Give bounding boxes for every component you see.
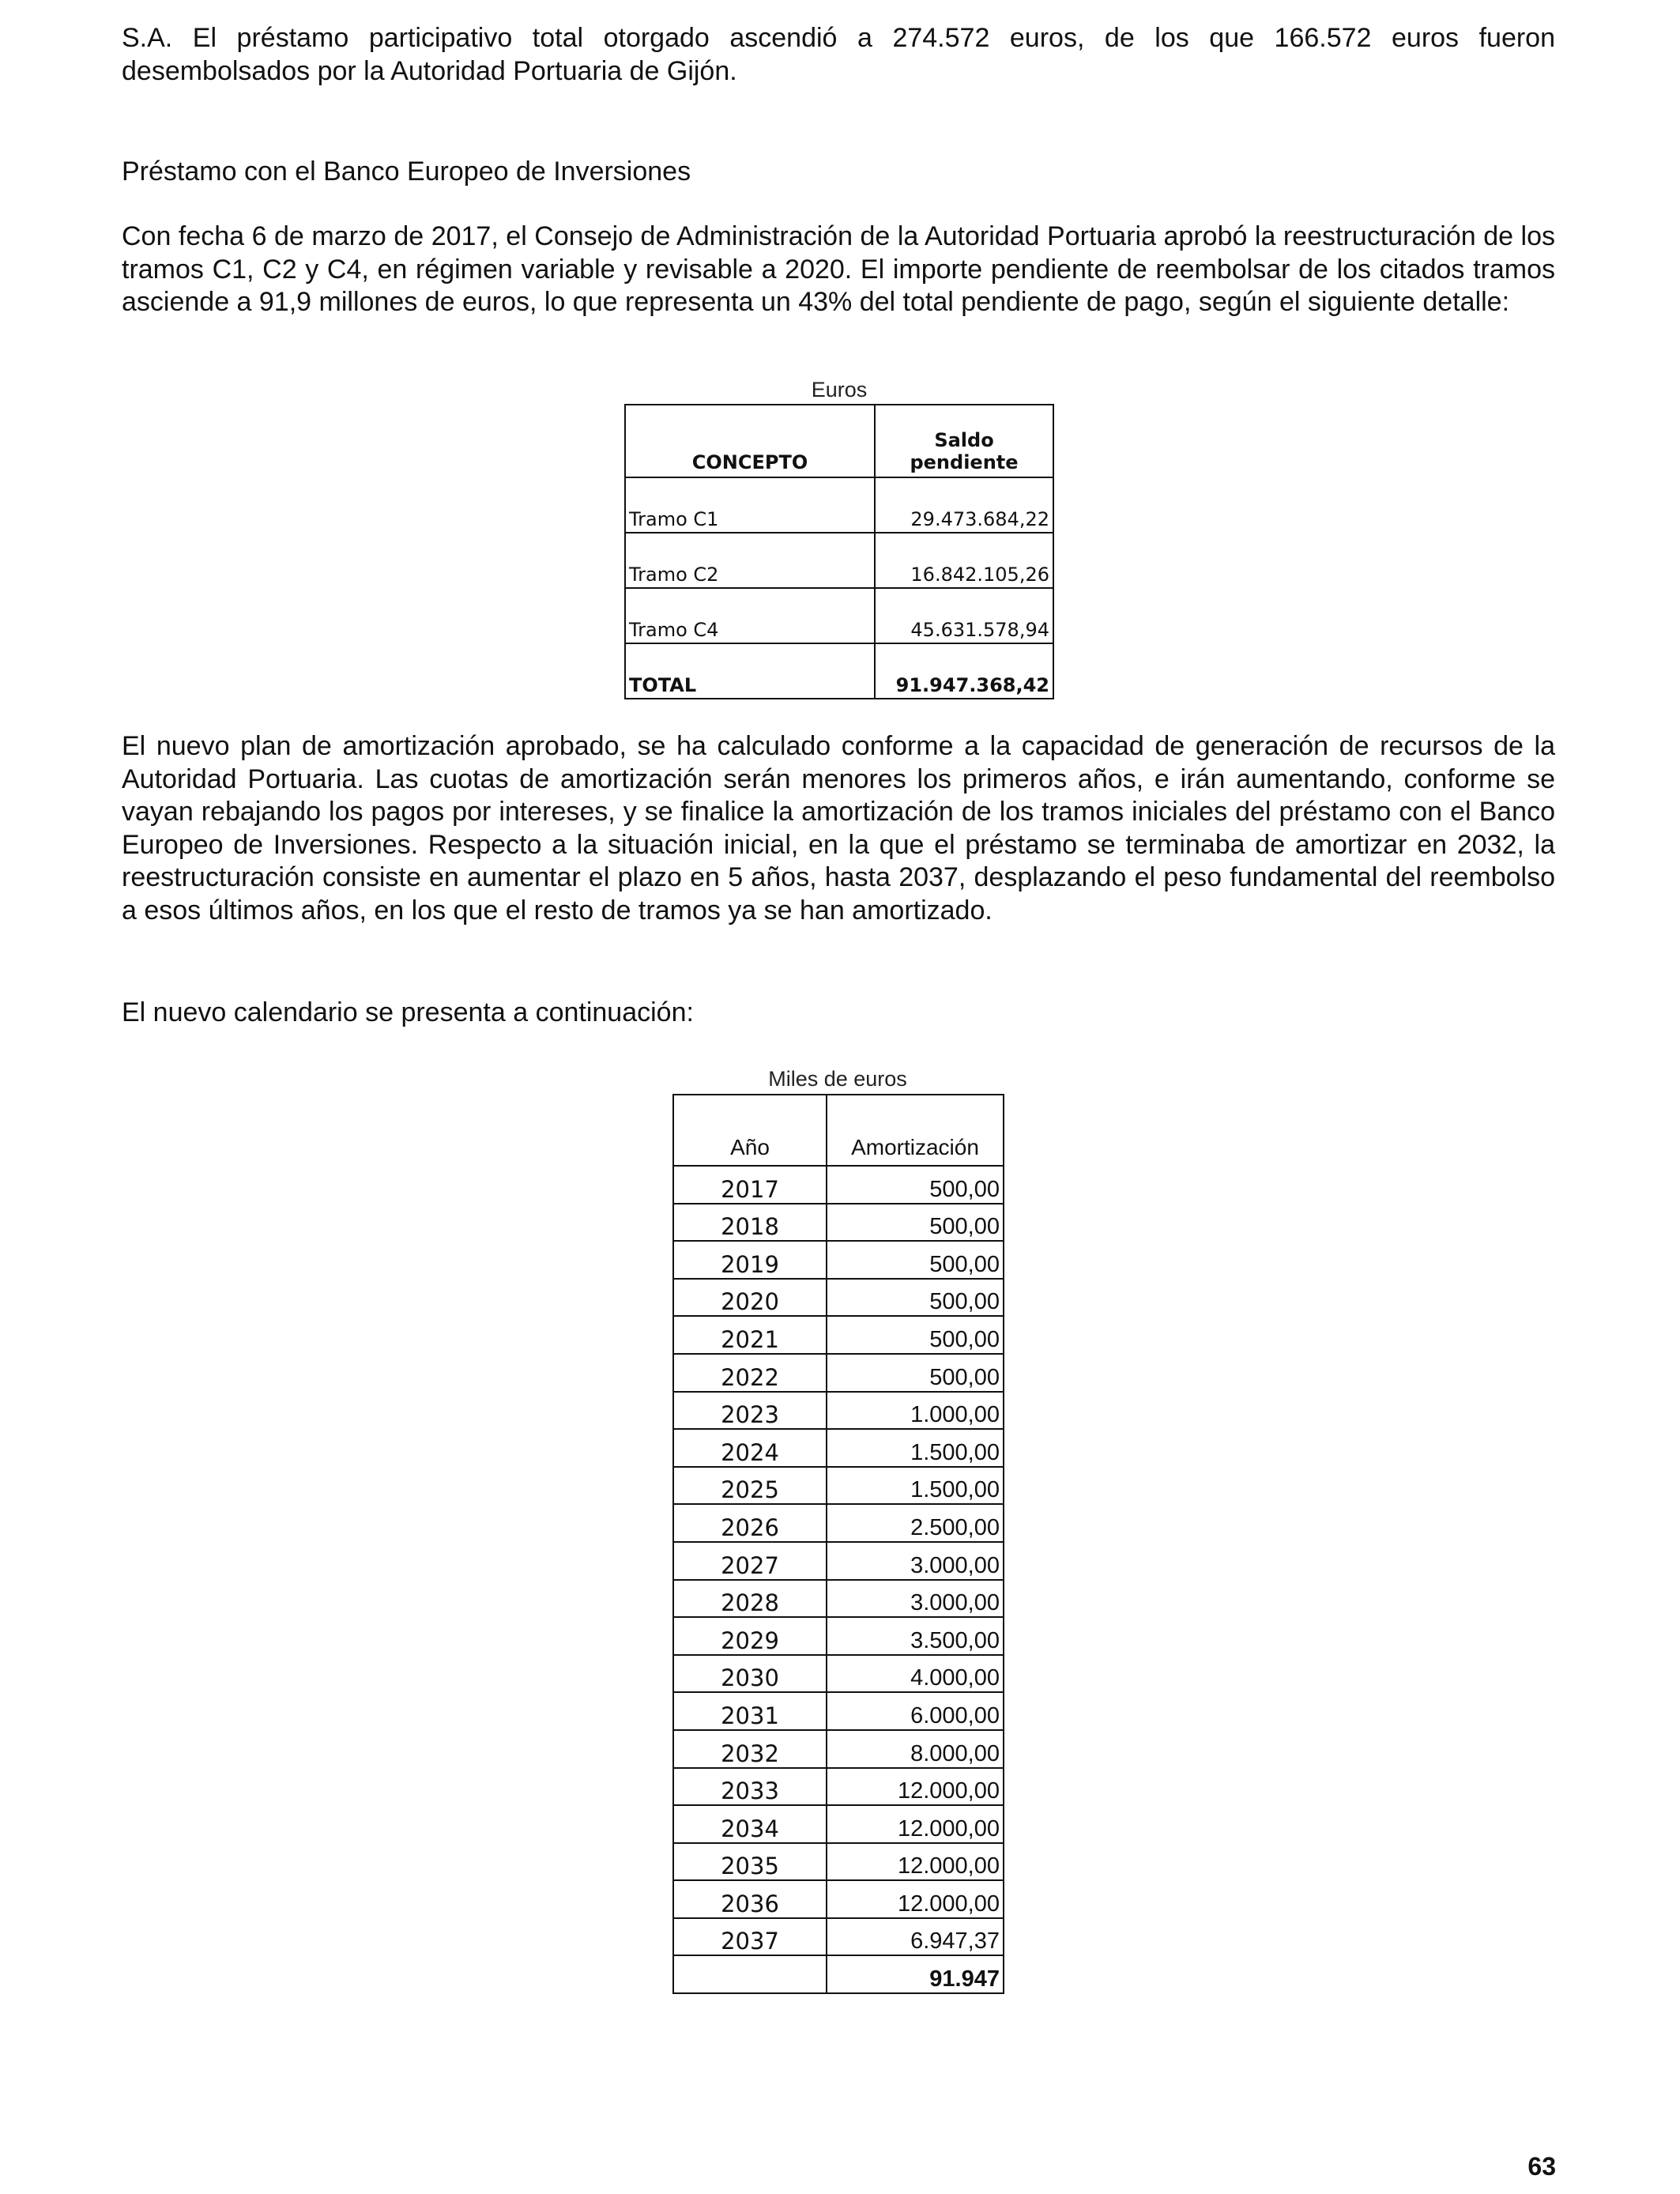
row-value: 3.000,00 xyxy=(827,1542,1004,1580)
paragraph-amortization-plan: El nuevo plan de amortización aprobado, se ha calculado conforme a la capacidad de generación de recursos de la Autoridad Portuaria. Las cuotas de amortización serán menores los primeros años, e irán aumentando, conforme se vayan rebajando los pagos por intereses, y se finalice la amortización de los tramos iniciales del préstamo con el Banco Europeo de Inversiones. Respecto a la situación inicial, en la que el préstamo se terminaba de amortizar en 2032, la reestructuración consiste en aumentar el plazo en 5 años, hasta 2037, desplazando el peso fundamental del reembolso a esos últimos años, en los que el resto de tramos ya se han amortizado. xyxy=(122,731,1555,925)
paragraph-restructuring: Con fecha 6 de marzo de 2017, el Consejo de Administración de la Autoridad Portuaria aprobó la reestructuración de los tramos C1, C2 y C4, en régimen variable y revisable a 2020. El importe pendiente de reembolsar de los citados tramos asciende a 91,9 millones de euros, lo que representa un 43% del total pendiente de pago, según el siguiente detalle: xyxy=(122,221,1555,317)
table-row xyxy=(673,1241,1004,1279)
row-label: 2023 xyxy=(673,1392,827,1430)
table2-caption: Miles de euros xyxy=(768,1067,907,1091)
table-row xyxy=(673,1542,1004,1580)
row-label: 2022 xyxy=(673,1354,827,1392)
table-row xyxy=(673,1655,1004,1693)
total-value: 91.947.368,42 xyxy=(875,643,1053,699)
row-label: 2021 xyxy=(673,1316,827,1354)
row-value: 500,00 xyxy=(827,1316,1004,1354)
row-label: 2018 xyxy=(673,1204,827,1242)
table-row xyxy=(673,1467,1004,1505)
table-row xyxy=(625,477,1053,533)
table-row xyxy=(673,1316,1004,1354)
row-label: 2037 xyxy=(673,1918,827,1956)
row-value: 3.500,00 xyxy=(827,1617,1004,1655)
table-row xyxy=(673,1204,1004,1242)
row-label: 2019 xyxy=(673,1241,827,1279)
row-label: 2028 xyxy=(673,1580,827,1618)
total-label: TOTAL xyxy=(625,643,875,699)
row-value: 500,00 xyxy=(827,1354,1004,1392)
column-header-year: Año xyxy=(673,1095,827,1166)
table-row xyxy=(673,1880,1004,1918)
row-value: 1.500,00 xyxy=(827,1467,1004,1505)
row-value: 1.500,00 xyxy=(827,1429,1004,1467)
row-value: 8.000,00 xyxy=(827,1730,1004,1768)
table-row xyxy=(673,1692,1004,1730)
total-label xyxy=(673,1955,827,1993)
table-row xyxy=(673,1429,1004,1467)
paragraph-intro: S.A. El préstamo participativo total otorgado ascendió a 274.572 euros, de los que 166.572 euros fueron desembolsados por la Autoridad Portuaria de Gijón. xyxy=(122,23,1555,86)
row-label: 2033 xyxy=(673,1768,827,1806)
column-header-balance: Saldo pendiente xyxy=(875,405,1053,477)
table-row xyxy=(673,1617,1004,1655)
total-row xyxy=(625,643,1053,699)
row-label: 2031 xyxy=(673,1692,827,1730)
row-label: 2024 xyxy=(673,1429,827,1467)
row-label: 2035 xyxy=(673,1843,827,1881)
balance-table xyxy=(624,404,1054,699)
table-row xyxy=(673,1843,1004,1881)
row-value: 45.631.578,94 xyxy=(875,588,1053,643)
row-label: 2027 xyxy=(673,1542,827,1580)
total-row xyxy=(673,1955,1004,1993)
section-heading: Préstamo con el Banco Europeo de Inversiones xyxy=(122,156,691,187)
table-row xyxy=(673,1354,1004,1392)
row-label: 2020 xyxy=(673,1279,827,1317)
table-row xyxy=(673,1580,1004,1618)
row-value: 12.000,00 xyxy=(827,1805,1004,1843)
table-header-row xyxy=(673,1095,1004,1166)
row-label: Tramo C4 xyxy=(625,588,875,643)
row-value: 12.000,00 xyxy=(827,1843,1004,1881)
row-value: 12.000,00 xyxy=(827,1880,1004,1918)
row-label: 2036 xyxy=(673,1880,827,1918)
table-row xyxy=(673,1504,1004,1542)
table-row xyxy=(673,1279,1004,1317)
page-number: 63 xyxy=(1527,2152,1556,2181)
row-label: 2017 xyxy=(673,1166,827,1204)
table-row xyxy=(625,588,1053,643)
row-label: 2034 xyxy=(673,1805,827,1843)
row-value: 16.842.105,26 xyxy=(875,533,1053,588)
total-value: 91.947 xyxy=(827,1955,1004,1993)
row-label: Tramo C1 xyxy=(625,477,875,533)
row-label: 2029 xyxy=(673,1617,827,1655)
row-value: 4.000,00 xyxy=(827,1655,1004,1693)
row-value: 500,00 xyxy=(827,1166,1004,1204)
table-row xyxy=(673,1805,1004,1843)
row-label: 2025 xyxy=(673,1467,827,1505)
table-row xyxy=(625,533,1053,588)
paragraph-calendar-intro: El nuevo calendario se presenta a continuación: xyxy=(122,997,694,1027)
row-value: 6.000,00 xyxy=(827,1692,1004,1730)
amortization-schedule-table xyxy=(672,1094,1004,1994)
row-value: 500,00 xyxy=(827,1279,1004,1317)
column-header-concept: CONCEPTO xyxy=(625,405,875,477)
table-row xyxy=(673,1918,1004,1956)
row-value: 500,00 xyxy=(827,1241,1004,1279)
table-header-row xyxy=(625,405,1053,477)
row-label: 2030 xyxy=(673,1655,827,1693)
row-value: 6.947,37 xyxy=(827,1918,1004,1956)
table-row xyxy=(673,1768,1004,1806)
row-label: 2032 xyxy=(673,1730,827,1768)
row-value: 500,00 xyxy=(827,1204,1004,1242)
table-row xyxy=(673,1392,1004,1430)
row-value: 1.000,00 xyxy=(827,1392,1004,1430)
row-label: Tramo C2 xyxy=(625,533,875,588)
row-value: 2.500,00 xyxy=(827,1504,1004,1542)
table-row xyxy=(673,1166,1004,1204)
row-value: 3.000,00 xyxy=(827,1580,1004,1618)
column-header-amortization: Amortización xyxy=(827,1095,1004,1166)
row-value: 12.000,00 xyxy=(827,1768,1004,1806)
table1-caption: Euros xyxy=(811,378,868,401)
row-value: 29.473.684,22 xyxy=(875,477,1053,533)
row-label: 2026 xyxy=(673,1504,827,1542)
table-row xyxy=(673,1730,1004,1768)
